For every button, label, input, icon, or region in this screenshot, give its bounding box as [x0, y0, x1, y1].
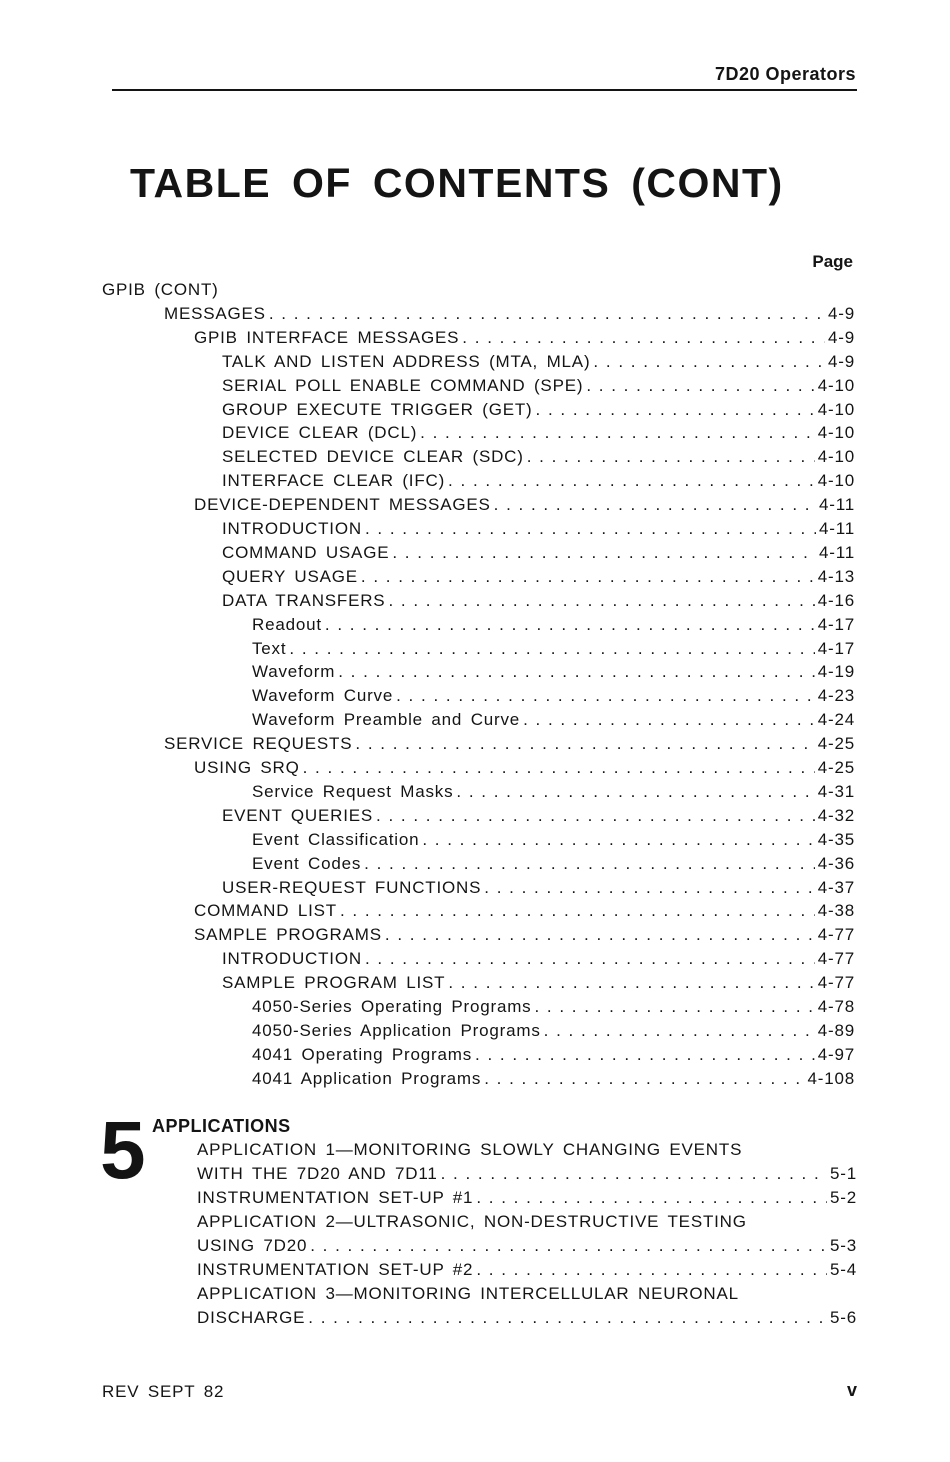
dot-leader	[475, 1043, 815, 1067]
dot-leader	[376, 804, 815, 828]
toc-entry-page: 5-6	[830, 1308, 857, 1327]
toc-entry	[222, 445, 855, 469]
toc-entry-page: 5-4	[830, 1260, 857, 1279]
toc-entry-page: 4-11	[819, 519, 855, 538]
dot-leader	[593, 350, 825, 374]
dot-leader	[523, 708, 815, 732]
toc-entry-label: COMMAND LIST	[194, 901, 337, 920]
toc-entry-page: 4-89	[817, 1021, 855, 1040]
page-title: TABLE OF CONTENTS (CONT)	[130, 160, 784, 206]
toc-entry	[222, 804, 855, 828]
toc-entry	[252, 1067, 855, 1091]
toc-entry	[252, 637, 855, 661]
toc-entry	[252, 684, 855, 708]
toc-entry-page: 4-24	[817, 710, 855, 729]
dot-leader	[361, 565, 815, 589]
toc-entry	[164, 302, 855, 326]
toc-entry	[197, 1138, 857, 1162]
section-number: 5	[100, 1105, 146, 1196]
toc-entry	[194, 326, 855, 350]
toc-entry-page: 4-25	[817, 734, 855, 753]
toc-entry-label: MESSAGES	[164, 304, 266, 323]
toc-entry-page: 4-97	[817, 1045, 855, 1064]
toc-entry-label: 4041 Operating Programs	[252, 1045, 473, 1064]
dot-leader	[308, 1306, 827, 1330]
toc-entry-page: 4-17	[817, 615, 855, 634]
dot-leader	[392, 541, 816, 565]
dot-leader	[534, 995, 814, 1019]
toc-entry-label: TALK AND LISTEN ADDRESS (MTA, MLA)	[222, 352, 591, 371]
dot-leader	[527, 445, 815, 469]
toc-entry	[222, 517, 855, 541]
toc-entry-page: 4-77	[817, 949, 855, 968]
toc-entry	[194, 899, 855, 923]
toc-entry	[222, 971, 855, 995]
toc-entry	[222, 589, 855, 613]
toc-entry-page: 4-9	[828, 304, 855, 323]
toc-entry	[252, 613, 855, 637]
dot-leader	[289, 637, 814, 661]
toc-entry-label: Waveform Preamble and Curve	[252, 710, 521, 729]
toc-entry-label: Waveform	[252, 662, 336, 681]
toc-entry-label: 4050-Series Operating Programs	[252, 997, 532, 1016]
dot-leader	[422, 828, 814, 852]
toc-entry	[252, 852, 855, 876]
toc-entry-label: APPLICATION 1—MONITORING SLOWLY CHANGING EVENTS	[197, 1140, 743, 1159]
toc-entry-page: 5-3	[830, 1236, 857, 1255]
toc-entry	[197, 1234, 857, 1258]
toc-entry	[222, 876, 855, 900]
toc-entry-page: 4-32	[817, 806, 855, 825]
toc-entry-label: EVENT QUERIES	[222, 806, 374, 825]
dot-leader	[484, 876, 815, 900]
toc-entry-page: 4-10	[817, 423, 855, 442]
toc-entry	[252, 708, 855, 732]
dot-leader	[355, 732, 814, 756]
dot-leader	[448, 971, 814, 995]
toc-entry-label: GPIB (CONT)	[102, 280, 219, 299]
dot-leader	[388, 589, 814, 613]
toc-entry-label: DISCHARGE	[197, 1308, 306, 1327]
toc-entry	[222, 469, 855, 493]
toc-entry-label: INTRODUCTION	[222, 519, 362, 538]
toc-entry-label: GROUP EXECUTE TRIGGER (GET)	[222, 400, 533, 419]
toc-entry	[222, 374, 855, 398]
toc-entry	[194, 756, 855, 780]
dot-leader	[448, 469, 815, 493]
toc-entry	[102, 278, 855, 302]
toc-entry-label: SERVICE REQUESTS	[164, 734, 353, 753]
toc-entry	[252, 1019, 855, 1043]
dot-leader	[544, 1019, 815, 1043]
toc-entry-page: 4-16	[817, 591, 855, 610]
toc-entry-page: 5-2	[830, 1188, 857, 1207]
toc-entry	[222, 421, 855, 445]
dot-leader	[303, 756, 815, 780]
toc-entry-page: 4-10	[817, 400, 855, 419]
dot-leader	[340, 899, 815, 923]
toc-entry-label: Text	[252, 639, 287, 658]
toc-entry-label: GPIB INTERFACE MESSAGES	[194, 328, 460, 347]
toc-entry	[194, 493, 855, 517]
toc-entry	[222, 565, 855, 589]
toc-entry	[252, 995, 855, 1019]
toc-entry-label: Service Request Masks	[252, 782, 454, 801]
toc-entry-label: SAMPLE PROGRAMS	[194, 925, 382, 944]
toc-entry-label: QUERY USAGE	[222, 567, 358, 586]
toc-entry-label: INSTRUMENTATION SET-UP #2	[197, 1260, 474, 1279]
toc-entry	[197, 1162, 857, 1186]
toc-entry-page: 4-10	[817, 376, 855, 395]
dot-leader	[536, 398, 815, 422]
toc-entry-label: USING 7D20	[197, 1236, 308, 1255]
toc-entry-page: 4-10	[817, 471, 855, 490]
toc-entry	[164, 732, 855, 756]
toc-entry-label: DATA TRANSFERS	[222, 591, 386, 610]
toc-entry-page: 4-11	[819, 543, 855, 562]
toc-entry-label: INTERFACE CLEAR (IFC)	[222, 471, 446, 490]
page-column-label: Page	[812, 252, 853, 271]
toc-entry	[252, 660, 855, 684]
toc-entry-label: 4050-Series Application Programs	[252, 1021, 541, 1040]
page-number: v	[846, 1380, 857, 1400]
section-title: APPLICATIONS	[152, 1116, 291, 1136]
toc-entry-page: 4-38	[817, 901, 855, 920]
toc-entry-page: 4-23	[817, 686, 855, 705]
toc-entry-label: USER-REQUEST FUNCTIONS	[222, 878, 482, 897]
toc-entry-page: 4-10	[817, 447, 855, 466]
toc-entry	[197, 1258, 857, 1282]
toc-entry	[222, 541, 855, 565]
dot-leader	[365, 947, 815, 971]
toc-entry	[197, 1210, 857, 1234]
toc-entry	[222, 947, 855, 971]
toc-entry-label: 4041 Application Programs	[252, 1069, 482, 1088]
revision-date: REV SEPT 82	[102, 1382, 225, 1401]
toc-entry-label: APPLICATION 2—ULTRASONIC, NON-DESTRUCTIVE TESTING	[197, 1212, 747, 1231]
toc-entry-label: Event Codes	[252, 854, 362, 873]
toc-entry-page: 4-25	[817, 758, 855, 777]
toc-entry	[252, 1043, 855, 1067]
toc-entry-page: 4-36	[817, 854, 855, 873]
dot-leader	[494, 493, 816, 517]
dot-leader	[476, 1258, 827, 1282]
dot-leader	[338, 660, 815, 684]
toc-entry-page: 4-17	[817, 639, 855, 658]
toc-entry-page: 4-37	[817, 878, 855, 897]
dot-leader	[462, 326, 825, 350]
toc-entry	[222, 398, 855, 422]
toc-entry	[197, 1186, 857, 1210]
toc-entry-label: COMMAND USAGE	[222, 543, 390, 562]
toc-entry-page: 4-108	[807, 1069, 855, 1088]
toc-entry-label: Event Classification	[252, 830, 420, 849]
toc-entry-page: 4-35	[817, 830, 855, 849]
toc-entry	[197, 1282, 857, 1306]
toc-entry-page: 5-1	[830, 1164, 857, 1183]
toc-entry-page: 4-31	[817, 782, 855, 801]
dot-leader	[586, 374, 814, 398]
toc-entry-label: Readout	[252, 615, 322, 634]
dot-leader	[325, 613, 815, 637]
toc-entry-page: 4-77	[817, 925, 855, 944]
dot-leader	[441, 1162, 827, 1186]
toc-entry-label: APPLICATION 3—MONITORING INTERCELLULAR NEURONAL	[197, 1284, 739, 1303]
toc-entry-page: 4-11	[819, 495, 855, 514]
toc-entry-label: USING SRQ	[194, 758, 300, 777]
dot-leader	[484, 1067, 804, 1091]
toc-entry-label: Waveform Curve	[252, 686, 394, 705]
header-rule	[112, 89, 857, 91]
toc-entry-label: INSTRUMENTATION SET-UP #1	[197, 1188, 474, 1207]
running-header: 7D20 Operators	[714, 64, 856, 84]
toc-entry-label: SERIAL POLL ENABLE COMMAND (SPE)	[222, 376, 584, 395]
dot-leader	[365, 517, 816, 541]
toc-entry-label: DEVICE-DEPENDENT MESSAGES	[194, 495, 491, 514]
dot-leader	[269, 302, 825, 326]
toc-entry	[252, 780, 855, 804]
toc-entry-page: 4-77	[817, 973, 855, 992]
toc-entry	[252, 828, 855, 852]
dot-leader	[476, 1186, 827, 1210]
toc-entry	[197, 1306, 857, 1330]
toc-entry	[194, 923, 855, 947]
toc-entry-label: INTRODUCTION	[222, 949, 362, 968]
dot-leader	[396, 684, 815, 708]
dot-leader	[310, 1234, 827, 1258]
toc-entry-label: DEVICE CLEAR (DCL)	[222, 423, 418, 442]
toc-entry-page: 4-78	[817, 997, 855, 1016]
dot-leader	[364, 852, 815, 876]
toc-entry-page: 4-9	[828, 352, 855, 371]
dot-leader	[420, 421, 815, 445]
toc-entry-page: 4-9	[828, 328, 855, 347]
toc-entry-label: SAMPLE PROGRAM LIST	[222, 973, 446, 992]
dot-leader	[385, 923, 815, 947]
toc-entry-label: WITH THE 7D20 AND 7D11	[197, 1164, 438, 1183]
dot-leader	[456, 780, 814, 804]
toc-entry-page: 4-13	[817, 567, 855, 586]
toc-entry	[222, 350, 855, 374]
toc-entry-label: SELECTED DEVICE CLEAR (SDC)	[222, 447, 524, 466]
toc-entry-page: 4-19	[817, 662, 855, 681]
